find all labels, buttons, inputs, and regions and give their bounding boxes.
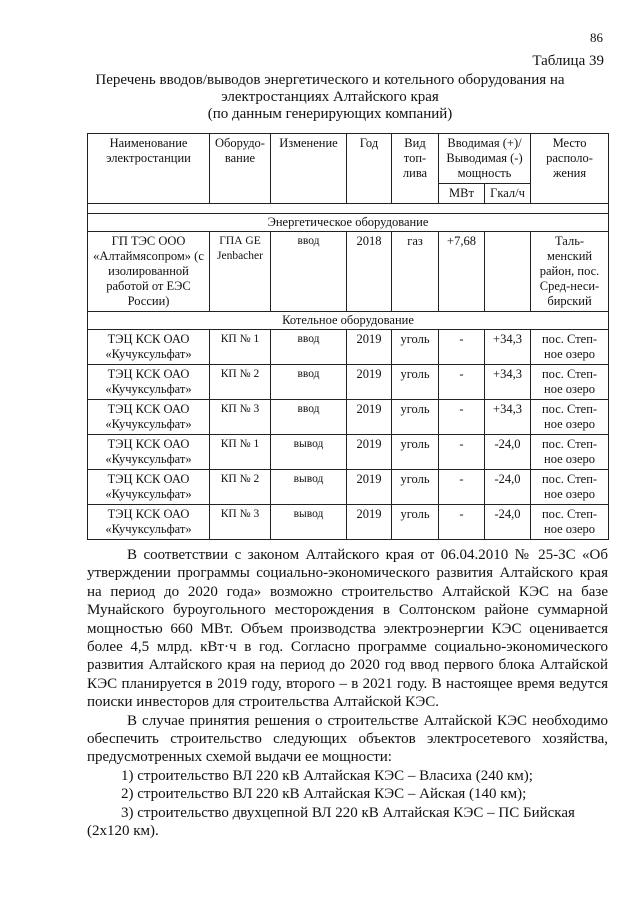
- cell-year: 2019: [347, 435, 392, 470]
- cell-year: 2018: [347, 232, 392, 312]
- header-fuel: Вид топ-лива: [392, 134, 439, 204]
- cell-fuel: газ: [392, 232, 439, 312]
- page-number: 86: [590, 30, 603, 45]
- header-change: Изменение: [271, 134, 347, 204]
- spacer-cell: [88, 204, 609, 214]
- cell-gcal: +34,3: [485, 365, 531, 400]
- cell-year: 2019: [347, 400, 392, 435]
- cell-mw: +7,68: [439, 232, 485, 312]
- cell-location: Таль-менский район, пос. Сред-неси-бирский: [531, 232, 609, 312]
- spacer-row: [88, 204, 609, 214]
- cell-mw: -: [439, 330, 485, 365]
- table-header-row: [88, 134, 609, 184]
- caption-line: электростанциях Алтайского края: [221, 89, 439, 105]
- cell-mw: -: [439, 365, 485, 400]
- table-row: [88, 330, 609, 365]
- cell-equipment: КП № 1: [210, 435, 271, 470]
- cell-equipment: ГПА GE Jenbacher: [210, 232, 271, 312]
- cell-gcal: -24,0: [485, 470, 531, 505]
- cell-equipment: КП № 3: [210, 505, 271, 540]
- cell-change: ввод: [271, 232, 347, 312]
- header-year: Год: [347, 134, 392, 204]
- table-row: [88, 435, 609, 470]
- header-gcal: Гкал/ч: [485, 184, 531, 204]
- list-item: 2) строительство ВЛ 220 кВ Алтайская КЭС – Айская (140 км);: [121, 786, 527, 803]
- cell-equipment: КП № 1: [210, 330, 271, 365]
- caption-line: Перечень вводов/выводов энергетического и котельного оборудования на: [95, 72, 565, 88]
- cell-name: ТЭЦ КСК ОАО «Кучуксульфат»: [88, 400, 210, 435]
- cell-location: пос. Степ-ное озеро: [531, 435, 609, 470]
- cell-equipment: КП № 3: [210, 400, 271, 435]
- cell-mw: -: [439, 400, 485, 435]
- cell-fuel: уголь: [392, 330, 439, 365]
- cell-location: пос. Степ-ное озеро: [531, 365, 609, 400]
- cell-location: пос. Степ-ное озеро: [531, 470, 609, 505]
- cell-gcal: -24,0: [485, 435, 531, 470]
- cell-mw: -: [439, 435, 485, 470]
- cell-fuel: уголь: [392, 365, 439, 400]
- cell-name: ТЭЦ КСК ОАО «Кучуксульфат»: [88, 435, 210, 470]
- cell-name: ТЭЦ КСК ОАО «Кучуксульфат»: [88, 365, 210, 400]
- cell-change: вывод: [271, 470, 347, 505]
- section-title: Котельное оборудование: [88, 312, 609, 330]
- cell-equipment: КП № 2: [210, 365, 271, 400]
- cell-fuel: уголь: [392, 435, 439, 470]
- cell-change: вывод: [271, 505, 347, 540]
- cell-gcal: -24,0: [485, 505, 531, 540]
- cell-location: пос. Степ-ное озеро: [531, 330, 609, 365]
- cell-location: пос. Степ-ное озеро: [531, 400, 609, 435]
- cell-change: ввод: [271, 365, 347, 400]
- table-row: [88, 365, 609, 400]
- cell-gcal: +34,3: [485, 400, 531, 435]
- section-row: [88, 214, 609, 232]
- caption-line: (по данным генерирующих компаний): [207, 106, 453, 122]
- section-row: [88, 312, 609, 330]
- table-label: Таблица 39: [532, 53, 604, 69]
- body-text: [87, 546, 608, 841]
- cell-change: ввод: [271, 330, 347, 365]
- cell-fuel: уголь: [392, 470, 439, 505]
- section-title: Энергетическое оборудование: [88, 214, 609, 232]
- cell-name: ТЭЦ КСК ОАО «Кучуксульфат»: [88, 330, 210, 365]
- header-location: Место располо-жения: [531, 134, 609, 204]
- table-caption: [60, 72, 600, 123]
- cell-year: 2019: [347, 365, 392, 400]
- cell-mw: -: [439, 470, 485, 505]
- cell-change: вывод: [271, 435, 347, 470]
- table-row: [88, 470, 609, 505]
- cell-year: 2019: [347, 470, 392, 505]
- header-power: Вводимая (+)/ Выводимая (-) мощность: [439, 134, 531, 184]
- cell-mw: -: [439, 505, 485, 540]
- cell-fuel: уголь: [392, 505, 439, 540]
- table-row: [88, 232, 609, 312]
- cell-fuel: уголь: [392, 400, 439, 435]
- cell-name: ГП ТЭС ООО «Алтаймясопром» (с изолированной работой от ЕЭС России): [88, 232, 210, 312]
- cell-gcal: [485, 232, 531, 312]
- paragraph: В случае принятия решения о строительстве Алтайской КЭС необходимо обеспечить строительство следующих объектов электросетевого хозяйства, предусмотренных схемой выдачи ее мощности:: [87, 712, 608, 766]
- equipment-table: [87, 133, 609, 540]
- header-mw: МВт: [439, 184, 485, 204]
- cell-gcal: +34,3: [485, 330, 531, 365]
- header-name: Наименование электростанции: [88, 134, 210, 204]
- list-item: 1) строительство ВЛ 220 кВ Алтайская КЭС – Власиха (240 км);: [121, 767, 533, 784]
- cell-name: ТЭЦ КСК ОАО «Кучуксульфат»: [88, 505, 210, 540]
- cell-year: 2019: [347, 330, 392, 365]
- cell-name: ТЭЦ КСК ОАО «Кучуксульфат»: [88, 470, 210, 505]
- table-body: [88, 204, 609, 540]
- paragraph: В соответствии с законом Алтайского края от 06.04.2010 № 25-ЗС «Об утверждении программы социально-экономического развития Алтайского края на период до 2020 года» возможно строительство Алтайской КЭС на базе Мунайского буроугольного месторождения в Солтонском районе суммарной мощностью 660 МВт. Объем производства электроэнергии КЭС оценивается более 4,5 млрд. кВт·ч в год. Согласно программе социально-экономического развития Алтайского края на период до 2020 год ввод первого блока Алтайской КЭС планируется в 2019 году, второго – в 2021 году. В настоящее время ведутся поиски инвесторов для строительства Алтайской КЭС.: [87, 547, 608, 711]
- list-item: 3) строительство двухцепной ВЛ 220 кВ Алтайская КЭС – ПС Бийская (2х120 км).: [87, 804, 575, 840]
- cell-change: ввод: [271, 400, 347, 435]
- table-row: [88, 400, 609, 435]
- header-equipment: Оборудо-вание: [210, 134, 271, 204]
- cell-equipment: КП № 2: [210, 470, 271, 505]
- cell-location: пос. Степ-ное озеро: [531, 505, 609, 540]
- table-row: [88, 505, 609, 540]
- cell-year: 2019: [347, 505, 392, 540]
